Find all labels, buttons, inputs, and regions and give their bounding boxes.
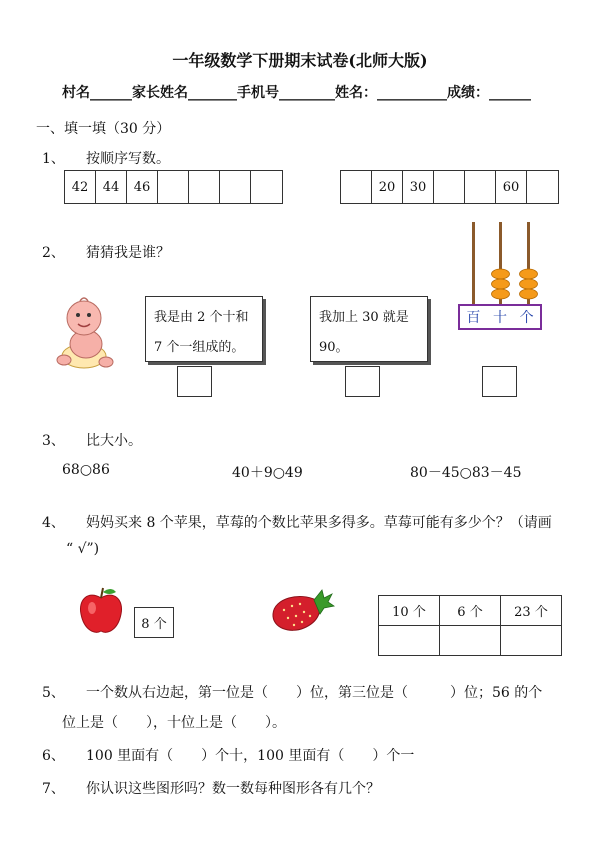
q7-text: 你认识这些图形吗？数一数每种图形各有几个？	[86, 781, 380, 797]
riddle-card-1-line-2: 7 个一组成的。	[154, 340, 245, 355]
q5-text-line-1: 一个数从右边起，第一位是（ ）位，第三位是（ ）位；56 的个	[86, 685, 543, 701]
q1-sequence-row-1	[64, 170, 283, 204]
riddle-card-1	[145, 296, 263, 362]
sequence-cell: 44	[96, 171, 127, 203]
abacus-label-hundreds: 百	[466, 310, 481, 326]
q6-text: 100 里面有（ ）个十，100 里面有（ ）个一	[86, 748, 415, 764]
student-info-line: 村名______家长姓名_______手机号________姓名：__________成绩：______	[62, 85, 531, 101]
choice-check-cell[interactable]	[440, 626, 501, 656]
baby-illustration	[56, 296, 116, 374]
choice-cell: 6 个	[440, 596, 501, 626]
sequence-cell	[527, 171, 558, 203]
q4-number: 4、	[42, 515, 65, 531]
page-title: 一年级数学下册期末试卷(北师大版)	[172, 51, 428, 70]
sequence-cell: 42	[65, 171, 96, 203]
q1-number: 1、	[42, 151, 65, 167]
q5-number: 5、	[42, 685, 65, 701]
q5-text-line-2: 位上是（ ），十位上是（ ）。	[62, 715, 286, 731]
abacus-label-tens: 十	[492, 310, 507, 326]
q1-sequence-row-2	[340, 170, 559, 204]
sequence-cell	[158, 171, 189, 203]
q6-number: 6、	[42, 748, 65, 764]
sequence-cell	[341, 171, 372, 203]
q3-text: 比大小。	[86, 433, 142, 449]
sequence-cell: 46	[127, 171, 158, 203]
apple-count-box: 8 个	[134, 607, 174, 638]
abacus-label-ones: 个	[519, 310, 534, 326]
compare-item: 68○86	[62, 462, 110, 478]
q7-number: 7、	[42, 781, 65, 797]
abacus-illustration	[458, 222, 548, 304]
riddle-card-1-line-1: 我是由 2 个十和	[154, 310, 249, 325]
choice-cell: 10 个	[379, 596, 440, 626]
strawberry-icon	[270, 588, 336, 636]
sequence-cell: 60	[496, 171, 527, 203]
sequence-cell	[434, 171, 465, 203]
riddle-card-2-line-1: 我加上 30 就是	[319, 310, 409, 325]
q3-number: 3、	[42, 433, 65, 449]
sequence-cell	[220, 171, 251, 203]
choice-cell: 23 个	[501, 596, 562, 626]
sequence-cell	[251, 171, 282, 203]
sequence-cell: 30	[403, 171, 434, 203]
riddle-card-2-line-2: 90。	[319, 340, 349, 355]
abacus-place-labels	[458, 304, 542, 330]
sequence-cell	[189, 171, 220, 203]
strawberry-choice-table	[378, 595, 562, 656]
q4-text-line-1: 妈妈买来 8 个苹果，草莓的个数比苹果多得多。草莓可能有多少个？（请画	[86, 515, 552, 531]
choice-check-cell[interactable]	[379, 626, 440, 656]
choice-check-cell[interactable]	[501, 626, 562, 656]
q2-text: 猜猜我是谁？	[86, 245, 170, 261]
answer-box[interactable]	[345, 366, 380, 397]
q1-text: 按顺序写数。	[86, 151, 170, 167]
sequence-cell: 20	[372, 171, 403, 203]
sequence-cell	[465, 171, 496, 203]
q4-text-line-2: “ √”)	[66, 541, 100, 557]
q2-number: 2、	[42, 245, 65, 261]
section-heading: 一、填一填（30 分）	[36, 121, 171, 137]
answer-box[interactable]	[482, 366, 517, 397]
riddle-card-2	[310, 296, 428, 362]
apple-icon	[78, 586, 124, 636]
answer-box[interactable]	[177, 366, 212, 397]
compare-item: 40＋9○49	[232, 465, 303, 481]
compare-item: 80－45○83－45	[410, 465, 522, 481]
